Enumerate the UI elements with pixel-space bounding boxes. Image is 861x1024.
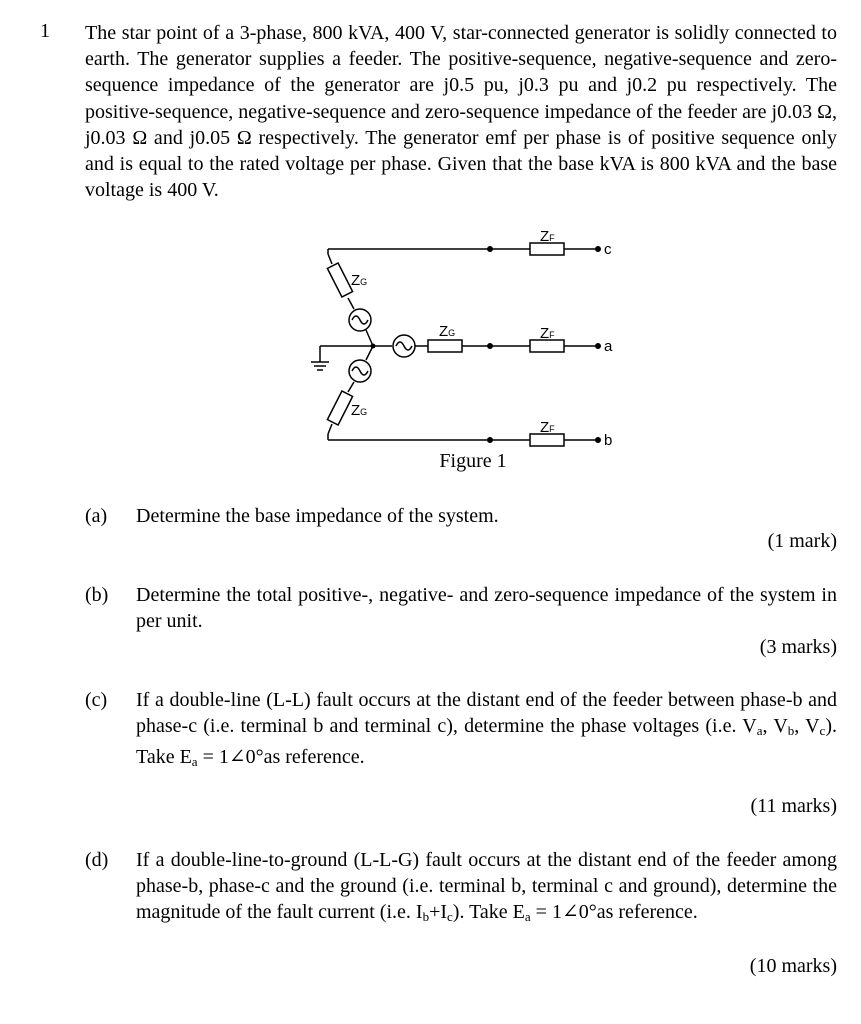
terminal-a-label: a (604, 338, 613, 355)
terminal-a-dot (595, 343, 601, 349)
zg-b-label: ZG (351, 402, 368, 419)
part-d-text: If a double-line-to-ground (L-L-G) fault occurs at the distant end of the feeder among phase-b, phase-c and the ground (i.e. terminal b, terminal c and ground), determine the magnitude of the fault current (i.e. $I_b+I_c$). Take $E_a$ = 1∠0°as reference. (136, 849, 837, 925)
terminal-c-dot (595, 246, 601, 252)
part-c-marks: (11 marks) (750, 795, 837, 817)
zg-b-impedance (327, 391, 352, 425)
part-b-label: (b) (85, 584, 109, 606)
junction-dot-a (487, 343, 493, 349)
part-c (85, 687, 837, 776)
part-a-label: (a) (85, 505, 108, 527)
zf-a-label: ZF (540, 325, 555, 342)
question-number: 1 (40, 20, 50, 42)
junction-dot-c (487, 246, 493, 252)
part-d-marks: (10 marks) (749, 955, 837, 977)
zg-a-impedance (428, 340, 462, 352)
zf-c-label: ZF (540, 228, 555, 245)
zg-c-label: ZG (351, 272, 368, 289)
part-d-label: (d) (85, 849, 109, 871)
zf-b-label: ZF (540, 419, 555, 436)
star-point-dot (371, 344, 376, 349)
part-b (85, 582, 837, 634)
part-a-marks: (1 mark) (767, 530, 837, 552)
zg-c-impedance (327, 263, 352, 297)
terminal-c-label: c (604, 241, 612, 258)
part-a-text: Determine the base impedance of the system. (136, 505, 499, 527)
part-c-label: (c) (85, 689, 108, 711)
ground-icon (311, 346, 329, 370)
junction-dot-b (487, 437, 493, 443)
part-a (85, 503, 837, 529)
part-b-text: Determine the total positive-, negative- and zero-sequence impedance of the system in per unit. (136, 584, 837, 633)
figure-caption: Figure 1 (439, 450, 507, 472)
zg-a-label: ZG (439, 323, 456, 340)
terminal-b-dot (595, 437, 601, 443)
terminal-b-label: b (604, 432, 613, 449)
circuit-diagram (300, 222, 630, 472)
part-d (85, 847, 837, 931)
part-b-marks: (3 marks) (759, 636, 837, 658)
phase-c-stem (366, 330, 373, 346)
question-intro: The star point of a 3-phase, 800 kVA, 400 V, star-connected generator is solidly connected to earth. The generator supplies a feeder. The positive-sequence, negative-sequence and zero-sequence impedance of the generator are j0.5 pu, j0.3 pu and j0.2 pu respectively. The positive-sequence, negative-sequence and zero-sequence impedance of the feeder are j0.03 Ω, j0.03 Ω and j0.05 Ω respectively. The generator emf per phase is of positive sequence only and is equal to the rated voltage per phase. Given that the base kVA is 800 kVA and the base voltage is 400 V. (85, 22, 837, 202)
part-c-text: If a double-line (L-L) fault occurs at the distant end of the feeder between phase-b and phase-c (i.e. terminal b and terminal c), determine the phase voltages (i.e. $V_a$, $V_b$, $V_c$). Take $E_a$ = 1∠0°as reference. (136, 689, 837, 770)
